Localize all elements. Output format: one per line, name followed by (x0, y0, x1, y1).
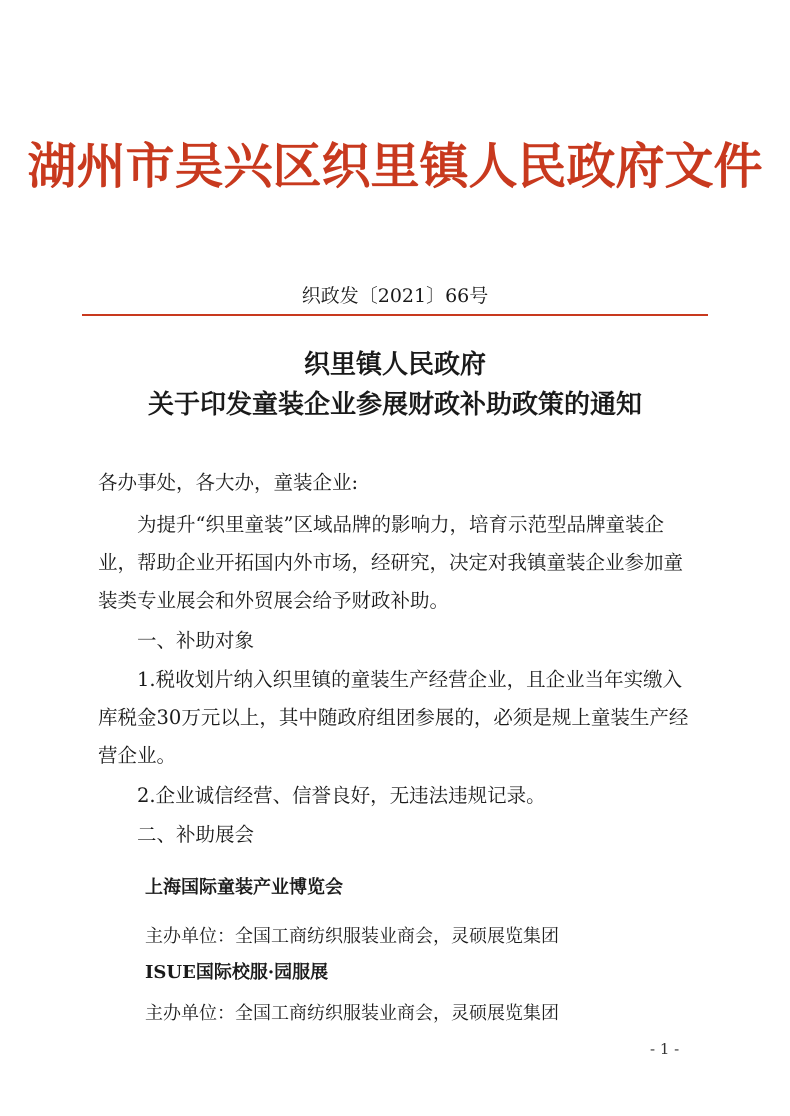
section2-heading: 二、补助展会 (137, 823, 255, 846)
exhibition-organizer: 主办单位：全国工商纺织服装业商会，灵硕展览集团 (145, 1003, 559, 1024)
section1-heading: 一、补助对象 (137, 629, 255, 652)
page-number: - 1 - (650, 1040, 680, 1058)
notice-title (0, 345, 790, 425)
notice-title-line2: 关于印发童装企业参展财政补助政策的通知 (147, 390, 642, 420)
exhibition-name: 上海国际童装产业博览会 (145, 877, 343, 898)
notice-title-line1: 织里镇人民政府 (303, 350, 486, 380)
red-divider-line (82, 314, 708, 316)
exhibition-organizer: 主办单位：全国工商纺织服装业商会，灵硕展览集团 (145, 926, 559, 947)
item1-paragraph: 1.税收划片纳入织里镇的童装生产经营企业，且企业当年实缴入库税金30万元以上，其中随政府组团参展的，必须是规上童装生产经营企业。 (98, 668, 689, 767)
document-number: 织政发〔2021〕66号 (301, 285, 489, 307)
exhibition-name: ISUE国际校服·园服展 (145, 962, 329, 983)
item2-paragraph: 2.企业诚信经营、信誉良好，无违法违规记录。 (137, 784, 546, 807)
addressee: 各办事处，各大办，童装企业: (98, 471, 359, 494)
issuer-header-title: 湖州市吴兴区织里镇人民政府文件 (27, 137, 763, 195)
intro-paragraph: 为提升“织里童装”区域品牌的影响力，培育示范型品牌童装企业，帮助企业开拓国内外市场，经研究，决定对我镇童装企业参加童装类专业展会和外贸展会给予财政补助。 (98, 513, 684, 612)
